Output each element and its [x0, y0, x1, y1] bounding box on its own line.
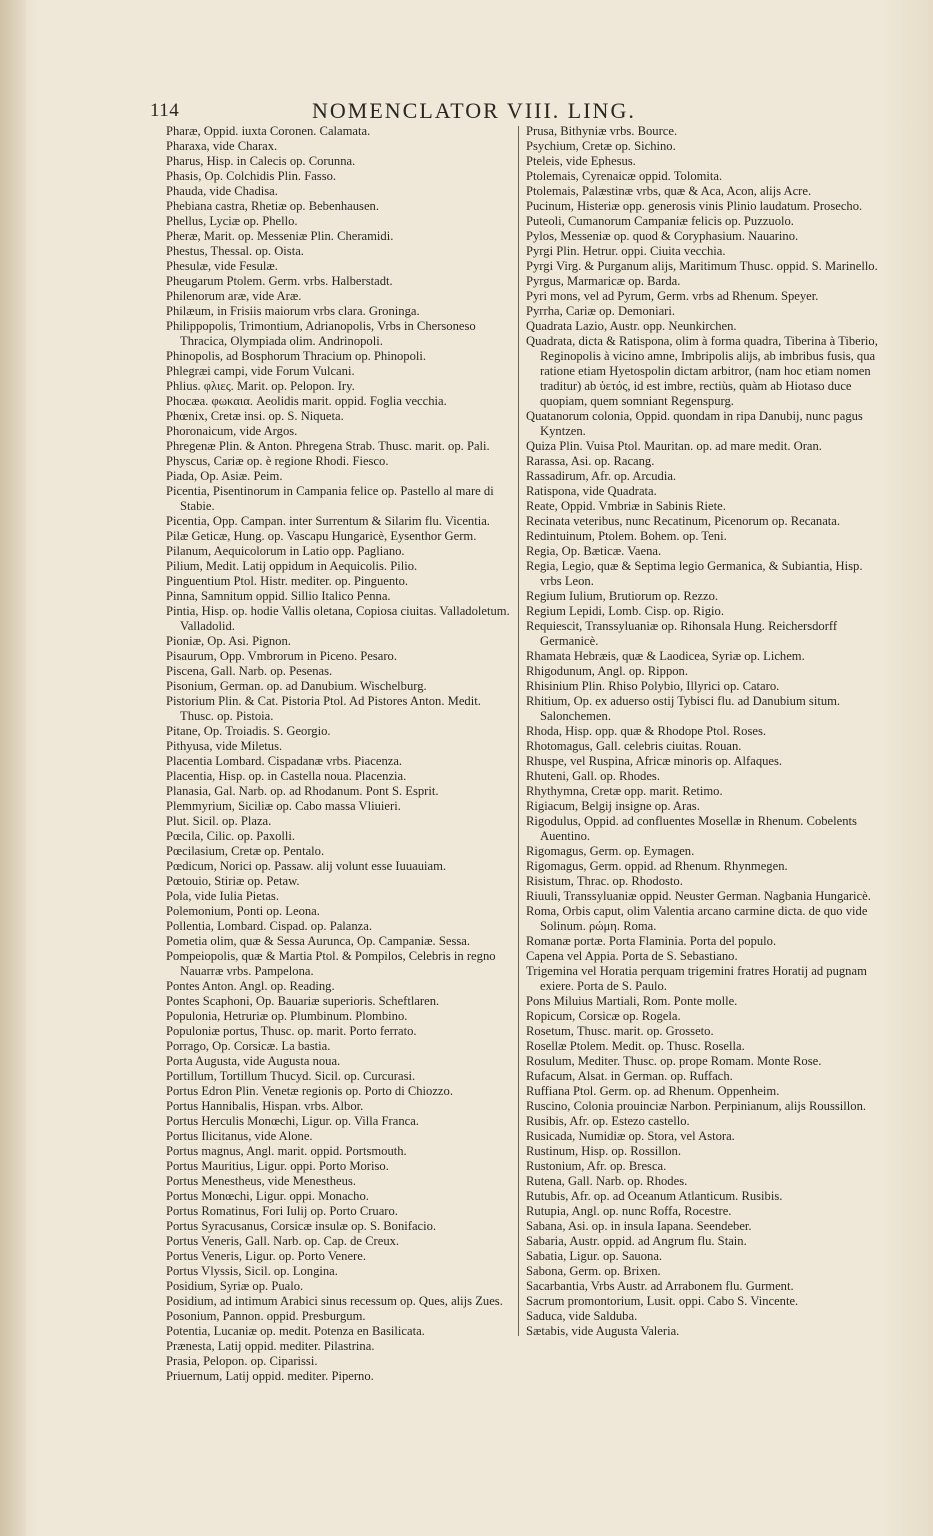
gazetteer-entry: Pithyusa, vide Miletus.: [166, 739, 283, 753]
gazetteer-entry: Trigemina vel Horatia perquam trigemini fratres Horatij ad pugnam exiere. Porta de S. Paulo.: [526, 964, 867, 993]
gazetteer-entry: Reate, Oppid. Vmbriæ in Sabinis Riete.: [526, 499, 726, 513]
gazetteer-entry: Posonium, Pannon. oppid. Presburgum.: [166, 1309, 366, 1323]
gazetteer-entry: Pucinum, Histeriæ opp. generosis vinis Plinio laudatum. Prosecho.: [526, 199, 863, 213]
gazetteer-entry: Plemmyrium, Siciliæ op. Cabo massa Vliuieri.: [166, 799, 401, 813]
gazetteer-entry: Rarassa, Asi. op. Racang.: [526, 454, 655, 468]
gazetteer-entry: Rigomagus, Germ. op. Eymagen.: [526, 844, 695, 858]
gazetteer-entry: Pœtouio, Stiriæ op. Petaw.: [166, 874, 300, 888]
running-title: NOMENCLATOR VIII. LING.: [312, 98, 636, 123]
gazetteer-entry: Pheugarum Ptolem. Germ. vrbs. Halberstadt.: [166, 274, 393, 288]
gazetteer-entry: Rhigodunum, Angl. op. Rippon.: [526, 664, 688, 678]
gazetteer-entry: Pteleis, vide Ephesus.: [526, 154, 636, 168]
gazetteer-entry: Rustonium, Afr. op. Bresca.: [526, 1159, 667, 1173]
gazetteer-entry: Rosellæ Ptolem. Medit. op. Thusc. Rosella.: [526, 1039, 745, 1053]
gazetteer-entry: Portus Vlyssis, Sicil. op. Longina.: [166, 1264, 338, 1278]
gazetteer-entry: Pons Miluius Martiali, Rom. Ponte molle.: [526, 994, 738, 1008]
gazetteer-entry: Porta Augusta, vide Augusta noua.: [166, 1054, 341, 1068]
gazetteer-entry: Rigiacum, Belgij insigne op. Aras.: [526, 799, 700, 813]
gazetteer-entry: Ptolemais, Palæstinæ vrbs, quæ & Aca, Acon, alijs Acre.: [526, 184, 812, 198]
gazetteer-entry: Sabaria, Austr. oppid. ad Angrum flu. Stain.: [526, 1234, 747, 1248]
gazetteer-entry: Rhotomagus, Gall. celebris ciuitas. Rouan.: [526, 739, 742, 753]
gazetteer-entry: Sætabis, vide Augusta Valeria.: [526, 1324, 680, 1338]
gazetteer-entry: Portillum, Tortillum Thucyd. Sicil. op. Curcurasi.: [166, 1069, 416, 1083]
gazetteer-entry: Portus Menestheus, vide Menestheus.: [166, 1174, 356, 1188]
gazetteer-entry: Pyrgi Plin. Hetrur. oppi. Ciuita vecchia.: [526, 244, 726, 258]
gazetteer-entry: Rhythymna, Cretæ opp. marit. Retimo.: [526, 784, 723, 798]
gazetteer-entry: Phlegræi campi, vide Forum Vulcani.: [166, 364, 355, 378]
gazetteer-entry: Rhuteni, Gall. op. Rhodes.: [526, 769, 660, 783]
gazetteer-entry: Pisonium, German. op. ad Danubium. Wischelburg.: [166, 679, 427, 693]
gazetteer-entry: Plut. Sicil. op. Plaza.: [166, 814, 272, 828]
gazetteer-entry: Pharus, Hisp. in Calecis op. Corunna.: [166, 154, 356, 168]
gazetteer-entry: Rosetum, Thusc. marit. op. Grosseto.: [526, 1024, 714, 1038]
gazetteer-entry: Sacrum promontorium, Lusit. oppi. Cabo S. Vincente.: [526, 1294, 799, 1308]
gazetteer-entry: Rigodulus, Oppid. ad confluentes Mosellæ in Rhenum. Cobelents Auentino.: [526, 814, 857, 843]
gazetteer-entry: Philæum, in Frisiis maiorum vrbs clara. Groninga.: [166, 304, 420, 318]
gazetteer-entry: Pontes Scaphoni, Op. Bauariæ superioris. Scheftlaren.: [166, 994, 440, 1008]
gazetteer-entry: Regium Lepidi, Lomb. Cisp. op. Rigio.: [526, 604, 725, 618]
gazetteer-entry: Physcus, Cariæ op. è regione Rhodi. Fiesco.: [166, 454, 389, 468]
gazetteer-entry: Posidium, ad intimum Arabici sinus recessum op. Ques, alijs Zues.: [166, 1294, 503, 1308]
gazetteer-entry: Priuernum, Latij oppid. mediter. Piperno.: [166, 1369, 374, 1383]
gazetteer-entry: Rhuspe, vel Ruspina, Africæ minoris op. Alfaques.: [526, 754, 783, 768]
gazetteer-entry: Pœcilasium, Cretæ op. Pentalo.: [166, 844, 325, 858]
page-number: 114: [150, 100, 180, 121]
gazetteer-entry: Porrago, Op. Corsicæ. La bastia.: [166, 1039, 331, 1053]
gazetteer-entry: Pheræ, Marit. op. Messeniæ Plin. Cheramidi.: [166, 229, 394, 243]
gazetteer-entry: Pinna, Samnitum oppid. Sillio Italico Penna.: [166, 589, 391, 603]
gazetteer-entry: Rosulum, Mediter. Thusc. op. prope Romam. Monte Rose.: [526, 1054, 822, 1068]
gazetteer-entry: Ropicum, Corsicæ op. Rogela.: [526, 1009, 681, 1023]
gazetteer-entry: Pola, vide Iulia Pietas.: [166, 889, 279, 903]
gazetteer-entry: Roma, Orbis caput, olim Valentia arcano carmine dicta. de quo vide Solinum. ρώμη. Roma.: [526, 904, 868, 933]
gazetteer-entry: Prusa, Bithyniæ vrbs. Bource.: [526, 124, 678, 138]
gazetteer-entry: Rhisinium Plin. Rhiso Polybio, Illyrici op. Cataro.: [526, 679, 780, 693]
gazetteer-entry: Regia, Legio, quæ & Septima legio Germanica, & Subiantia, Hisp. vrbs Leon.: [526, 559, 863, 588]
gazetteer-entry: Ptolemais, Cyrenaicæ oppid. Tolomita.: [526, 169, 723, 183]
gazetteer-entry: Portus Herculis Monœchi, Ligur. op. Villa Franca.: [166, 1114, 419, 1128]
gazetteer-entry: Rutena, Gall. Narb. op. Rhodes.: [526, 1174, 688, 1188]
gazetteer-entry: Piscena, Gall. Narb. op. Pesenas.: [166, 664, 333, 678]
gazetteer-entry: Portus Romatinus, Fori Iulij op. Porto Cruaro.: [166, 1204, 398, 1218]
gazetteer-entry: Pyri mons, vel ad Pyrum, Germ. vrbs ad Rhenum. Speyer.: [526, 289, 819, 303]
gazetteer-entry: Portus Syracusanus, Corsicæ insulæ op. S. Bonifacio.: [166, 1219, 437, 1233]
gazetteer-entry: Pintia, Hisp. op. hodie Vallis oletana, Copiosa ciuitas. Valladoletum. Valladolid.: [166, 604, 510, 633]
gazetteer-entry: Romanæ portæ. Porta Flaminia. Porta del populo.: [526, 934, 777, 948]
gazetteer-entry: Phinopolis, ad Bosphorum Thracium op. Phinopoli.: [166, 349, 427, 363]
gazetteer-entry: Planasia, Gal. Narb. op. ad Rhodanum. Pont S. Esprit.: [166, 784, 439, 798]
gazetteer-entry: Pometia olim, quæ & Sessa Aurunca, Op. Campaniæ. Sessa.: [166, 934, 470, 948]
gazetteer-entry: Rhitium, Op. ex aduerso ostij Tybisci flu. ad Danubium situm. Salonchemen.: [526, 694, 841, 723]
gazetteer-entry: Picentia, Opp. Campan. inter Surrentum & Silarim flu. Vicentia.: [166, 514, 490, 528]
gazetteer-entry: Phesulæ, vide Fesulæ.: [166, 259, 278, 273]
gazetteer-entry: Portus Hannibalis, Hispan. vrbs. Albor.: [166, 1099, 364, 1113]
gazetteer-entry: Portus Veneris, Ligur. op. Porto Venere.: [166, 1249, 366, 1263]
gazetteer-entry: Pœcila, Cilic. op. Paxolli.: [166, 829, 296, 843]
gazetteer-entry: Riuuli, Transsyluaniæ oppid. Neuster German. Nagbania Hungaricè.: [526, 889, 871, 903]
gazetteer-entry: Portus Veneris, Gall. Narb. op. Cap. de Creux.: [166, 1234, 400, 1248]
gazetteer-entry: Sacarbantia, Vrbs Austr. ad Arrabonem flu. Gurment.: [526, 1279, 794, 1293]
gazetteer-entry: Populoniæ portus, Thusc. op. marit. Porto ferrato.: [166, 1024, 417, 1038]
gazetteer-entry: Ratispona, vide Quadrata.: [526, 484, 657, 498]
gazetteer-entry: Phasis, Op. Colchidis Plin. Fasso.: [166, 169, 337, 183]
gazetteer-entry: Phoronaicum, vide Argos.: [166, 424, 298, 438]
gazetteer-entry: Pollentia, Lombard. Cispad. op. Palanza.: [166, 919, 373, 933]
gazetteer-entry: Polemonium, Ponti op. Leona.: [166, 904, 320, 918]
gazetteer-entry: Pyrgus, Marmaricæ op. Barda.: [526, 274, 681, 288]
gazetteer-entry: Rufacum, Alsat. in German. op. Ruffach.: [526, 1069, 733, 1083]
gazetteer-entry: Pyrrha, Cariæ op. Demoniari.: [526, 304, 675, 318]
gazetteer-entry: Pistorium Plin. & Cat. Pistoria Ptol. Ad Pistores Anton. Medit. Thusc. op. Pistoia.: [166, 694, 481, 723]
gazetteer-entry: Pilanum, Aequicolorum in Latio opp. Pagliano.: [166, 544, 405, 558]
gazetteer-entry: Phlius. φλιες. Marit. op. Pelopon. Iry.: [166, 379, 355, 393]
page-header: [150, 98, 725, 126]
gazetteer-entry: Portus Ilicitanus, vide Alone.: [166, 1129, 313, 1143]
gazetteer-entry: Pinguentium Ptol. Histr. mediter. op. Pinguento.: [166, 574, 409, 588]
gazetteer-entry: Quiza Plin. Vuisa Ptol. Mauritan. op. ad mare medit. Oran.: [526, 439, 822, 453]
gazetteer-entry: Portus Edron Plin. Venetæ regionis op. Porto di Chiozzo.: [166, 1084, 453, 1098]
gazetteer-entry: Pharaxa, vide Charax.: [166, 139, 278, 153]
gazetteer-entry: Risistum, Thrac. op. Rhodosto.: [526, 874, 683, 888]
gazetteer-entry: Redintuinum, Ptolem. Bohem. op. Teni.: [526, 529, 727, 543]
page-gutter: [0, 0, 26, 1536]
gazetteer-entry: Rustinum, Hisp. op. Rossillon.: [526, 1144, 681, 1158]
gazetteer-entry: Pyrgi Virg. & Purganum alijs, Maritimum Thusc. oppid. S. Marinello.: [526, 259, 878, 273]
left-column: [166, 124, 513, 1383]
gazetteer-entry: Rassadirum, Afr. op. Arcudia.: [526, 469, 677, 483]
gazetteer-entry: Picentia, Pisentinorum in Campania felice op. Pastello al mare di Stabie.: [166, 484, 494, 513]
gazetteer-entry: Phregenæ Plin. & Anton. Phregena Strab. Thusc. marit. op. Pali.: [166, 439, 490, 453]
gazetteer-entry: Ruffiana Ptol. Germ. op. ad Rhenum. Oppenheim.: [526, 1084, 780, 1098]
gazetteer-entry: Portus Mauritius, Ligur. oppi. Porto Moriso.: [166, 1159, 389, 1173]
gazetteer-entry: Pisaurum, Opp. Vmbrorum in Piceno. Pesaro.: [166, 649, 397, 663]
gazetteer-entry: Quadrata Lazio, Austr. opp. Neunkirchen.: [526, 319, 737, 333]
gazetteer-entry: Psychium, Cretæ op. Sichino.: [526, 139, 676, 153]
gazetteer-entry: Potentia, Lucaniæ op. medit. Potenza en Basilicata.: [166, 1324, 425, 1338]
gazetteer-entry: Phauda, vide Chadisa.: [166, 184, 278, 198]
gazetteer-entry: Philippopolis, Trimontium, Adrianopolis, Vrbs in Chersoneso Thracica, Olympiada olim. Andrinopoli.: [166, 319, 476, 348]
gazetteer-entry: Quatanorum colonia, Oppid. quondam in ripa Danubij, nunc pagus Kyntzen.: [526, 409, 863, 438]
gazetteer-entry: Pitane, Op. Troiadis. S. Georgio.: [166, 724, 331, 738]
gazetteer-entry: Pilæ Geticæ, Hung. op. Vascapu Hungaricè, Eysenthor Germ.: [166, 529, 477, 543]
gazetteer-entry: Sabana, Asi. op. in insula Iapana. Seendeber.: [526, 1219, 752, 1233]
gazetteer-entry: Phocæa. φωκαια. Aeolidis marit. oppid. Foglia vecchia.: [166, 394, 447, 408]
gazetteer-entry: Portus magnus, Angl. marit. oppid. Portsmouth.: [166, 1144, 407, 1158]
gazetteer-entry: Rhoda, Hisp. opp. quæ & Rhodope Ptol. Roses.: [526, 724, 766, 738]
gazetteer-entry: Ruscino, Colonia prouinciæ Narbon. Perpinianum, alijs Roussillon.: [526, 1099, 867, 1113]
gazetteer-entry: Capena vel Appia. Porta de S. Sebastiano.: [526, 949, 738, 963]
gazetteer-entry: Rusibis, Afr. op. Estezo castello.: [526, 1114, 690, 1128]
gazetteer-entry: Posidium, Syriæ op. Pualo.: [166, 1279, 304, 1293]
gazetteer-entry: Phebiana castra, Rhetiæ op. Bebenhausen.: [166, 199, 379, 213]
gazetteer-entry: Pharæ, Oppid. iuxta Coronen. Calamata.: [166, 124, 371, 138]
gazetteer-entry: Prasia, Pelopon. op. Ciparissi.: [166, 1354, 318, 1368]
gazetteer-entry: Sabona, Germ. op. Brixen.: [526, 1264, 661, 1278]
gazetteer-entry: Philenorum aræ, vide Aræ.: [166, 289, 302, 303]
gazetteer-entry: Rigomagus, Germ. oppid. ad Rhenum. Rhynmegen.: [526, 859, 788, 873]
gazetteer-entry: Rusicada, Numidiæ op. Stora, vel Astora.: [526, 1129, 735, 1143]
gazetteer-entry: Pontes Anton. Angl. op. Reading.: [166, 979, 335, 993]
gazetteer-entry: Phœnix, Cretæ insi. op. S. Niqueta.: [166, 409, 344, 423]
gazetteer-entry: Quadrata, dicta & Ratispona, olim à forma quadra, Tiberina à Tiberio, Reginopolis à vicino amne, Imbripolis alijs, ab imbribus fusis, qua ratione etiam Hyetospolin dictam arbitror, (nam hoc etiam nomen traditur) ab ὑετός, id est imbre, rectiùs, quàm ab Hiotaso duce quopiam, quem somniant Regenspurg.: [526, 334, 878, 408]
gazetteer-entry: Piada, Op. Asiæ. Peim.: [166, 469, 283, 483]
gazetteer-entry: Prænesta, Latij oppid. mediter. Pilastrina.: [166, 1339, 375, 1353]
gazetteer-entry: Phestus, Thessal. op. Oista.: [166, 244, 304, 258]
gazetteer-entry: Puteoli, Cumanorum Campaniæ felicis op. Puzzuolo.: [526, 214, 794, 228]
column-divider: [518, 126, 519, 1336]
gazetteer-entry: Phellus, Lyciæ op. Phello.: [166, 214, 298, 228]
gazetteer-entry: Regium Iulium, Brutiorum op. Rezzo.: [526, 589, 719, 603]
gazetteer-entry: Sabatia, Ligur. op. Sauona.: [526, 1249, 663, 1263]
gazetteer-entry: Populonia, Hetruriæ op. Plumbinum. Plombino.: [166, 1009, 408, 1023]
gazetteer-entry: Saduca, vide Salduba.: [526, 1309, 638, 1323]
gazetteer-entry: Portus Monœchi, Ligur. oppi. Monacho.: [166, 1189, 369, 1203]
gazetteer-entry: Requiescit, Transsyluaniæ op. Rihonsala Hung. Reichersdorff Germanicè.: [526, 619, 838, 648]
gazetteer-entry: Rutupia, Angl. op. nunc Roffa, Rocestre.: [526, 1204, 732, 1218]
gazetteer-entry: Pilium, Medit. Latij oppidum in Aequicolis. Pilio.: [166, 559, 418, 573]
gazetteer-entry: Pompeiopolis, quæ & Martia Ptol. & Pompilos, Celebris in regno Nauarræ vrbs. Pampelona.: [166, 949, 496, 978]
right-column: [526, 124, 882, 1344]
gazetteer-entry: Placentia, Hisp. op. in Castella noua. Placenzia.: [166, 769, 407, 783]
gazetteer-entry: Recinata veteribus, nunc Recatinum, Picenorum op. Recanata.: [526, 514, 841, 528]
gazetteer-entry: Pœdicum, Norici op. Passaw. alij volunt esse Iuuauiam.: [166, 859, 447, 873]
gazetteer-entry: Pylos, Messeniæ op. quod & Coryphasium. Nauarino.: [526, 229, 799, 243]
gazetteer-entry: Placentia Lombard. Cispadanæ vrbs. Piacenza.: [166, 754, 403, 768]
gazetteer-entry: Pioniæ, Op. Asi. Pignon.: [166, 634, 291, 648]
gazetteer-entry: Regia, Op. Bæticæ. Vaena.: [526, 544, 662, 558]
gazetteer-entry: Rhamata Hebræis, quæ & Laodicea, Syriæ op. Lichem.: [526, 649, 805, 663]
gazetteer-entry: Rutubis, Afr. op. ad Oceanum Atlanticum. Rusibis.: [526, 1189, 783, 1203]
